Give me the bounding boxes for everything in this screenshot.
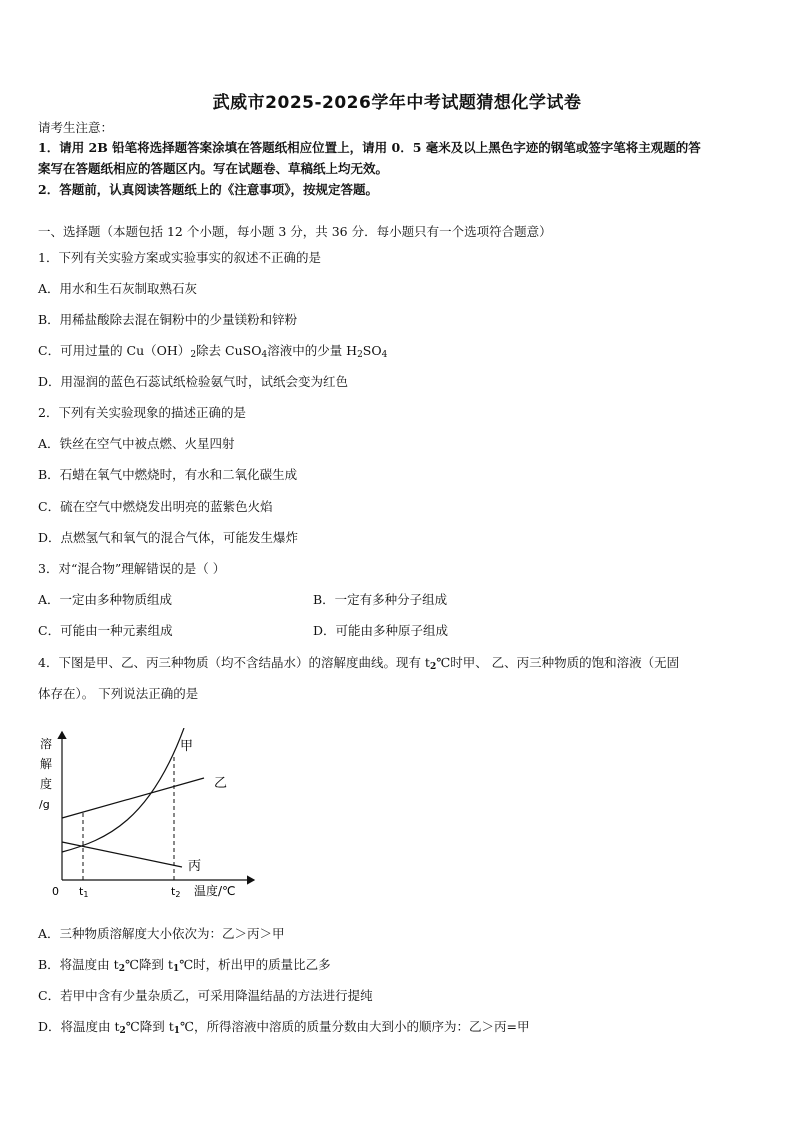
q4-option-b: B．将温度由 $t_2℃$降到 $t_1℃$时，析出甲的质量比乙多: [38, 957, 331, 974]
ylabel-char-3: 度: [40, 777, 53, 791]
series-jia-curve: [62, 728, 184, 852]
q1-option-a: A．用水和生石灰制取熟石灰: [38, 281, 198, 296]
q1-option-d: D．用湿润的蓝色石蕊试纸检验氨气时，试纸会变为红色: [38, 374, 349, 389]
t1-label: t1: [79, 885, 89, 899]
ylabel-char-4: /g: [39, 798, 50, 811]
series-bing-line: [62, 842, 182, 867]
q4-option-c: C．若甲中含有少量杂质乙，可采用降温结晶的方法进行提纯: [38, 988, 373, 1003]
q2-option-b: B．石蜡在氧气中燃烧时，有水和二氧化碳生成: [38, 467, 298, 482]
notice-item-2: 2．答题前，认真阅读答题纸上的《注意事项》，按规定答题。: [38, 182, 378, 197]
page-title: 武威市2025-2026学年中考试题猜想化学试卷: [212, 93, 582, 113]
q2-stem: 2．下列有关实验现象的描述正确的是: [38, 405, 246, 420]
q3-option-d: D．可能由多种原子组成: [313, 623, 449, 638]
t2-label: t2: [171, 885, 181, 899]
ylabel-char-2: 解: [40, 757, 53, 771]
q3-option-b: B．一定有多种分子组成: [313, 592, 448, 607]
q4-option-d: D．将温度由 $t_2℃$降到 $t_1℃$，所得溶液中溶质的质量分数由大到小的顺序为：乙＞丙=甲: [38, 1019, 530, 1036]
solubility-chart: [32, 728, 272, 903]
origin-label: 0: [52, 885, 59, 898]
q3-stem: 3．对“混合物”理解错误的是（ ）: [38, 561, 226, 576]
series-yi-label: 乙: [214, 776, 228, 791]
ylabel-char-1: 溶: [40, 737, 53, 751]
q1-option-c: C．可用过量的 $Cu(OH)_2$除去 CuSO$_4$溶液中的少量 $H_2SO_4$: [38, 343, 388, 360]
notice-heading: 请考生注意：: [38, 120, 114, 135]
q4-stem-line-2: 体存在）。 下列说法正确的是: [38, 686, 199, 701]
series-bing-label: 丙: [188, 859, 202, 874]
notice-item-1-line-1: 1．请用 2B 铅笔将选择题答案涂填在答题纸相应位置上，请用 0．5 毫米及以上黑色字迹的钢笔或签字笔将主观题的答: [38, 140, 701, 155]
q2-option-d: D．点燃氢气和氧气的混合气体，可能发生爆炸: [38, 530, 299, 545]
q3-option-c: C．可能由一种元素组成: [38, 623, 173, 638]
series-yi-line: [62, 778, 204, 818]
q4-stem-line-1: 4．下图是甲、乙、丙三种物质（均不含结晶水）的溶解度曲线。现有 $t_2℃$时甲、 乙、丙三种物质的饱和溶液（无固: [38, 655, 680, 672]
q2-option-a: A．铁丝在空气中被点燃、火星四射: [38, 436, 235, 451]
q1-option-b: B．用稀盐酸除去混在铜粉中的少量镁粉和锌粉: [38, 312, 298, 327]
q4-option-a: A．三种物质溶解度大小依次为：乙＞丙＞甲: [38, 926, 285, 941]
q3-option-a: A．一定由多种物质组成: [38, 592, 173, 607]
q1-stem: 1．下列有关实验方案或实验事实的叙述不正确的是: [38, 250, 321, 265]
series-jia-label: 甲: [180, 739, 194, 754]
q2-option-c: C．硫在空气中燃烧发出明亮的蓝紫色火焰: [38, 499, 273, 514]
notice-item-1-line-2: 案写在答题纸相应的答题区内。写在试题卷、草稿纸上均无效。: [38, 161, 389, 176]
section-heading: 一、选择题（本题包括 12 个小题，每小题 3 分，共 36 分．每小题只有一个选项符合题意）: [38, 224, 552, 239]
xlabel: 温度/℃: [194, 884, 236, 898]
